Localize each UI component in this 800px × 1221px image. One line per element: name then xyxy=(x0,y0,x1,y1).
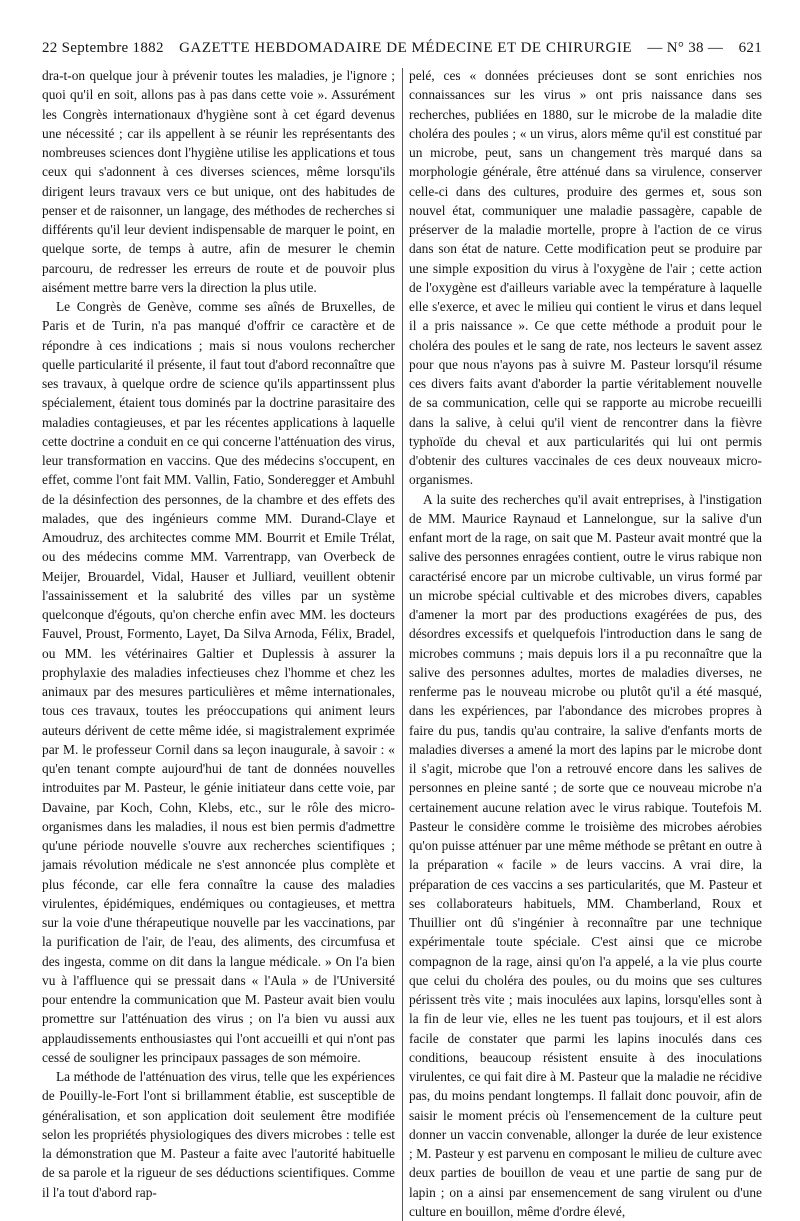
left-column xyxy=(42,66,395,1221)
paragraph: La méthode de l'atténuation des virus, telle que les expériences de Pouilly-le-Fort l'ont si brillamment établie, est susceptible de généralisation, et son application doit seulement être modifiée selon les propriétés physiologiques des divers microbes : telle est la démonstration que M. Pasteur a faite avec l'autorité habituelle de sa parole et la rigueur de ses déductions scientifiques. Comme il l'a tout d'abord rap- xyxy=(42,1067,395,1202)
article-body xyxy=(42,66,762,1221)
journal-title: GAZETTE HEBDOMADAIRE DE MÉDECINE ET DE CHIRURGIE xyxy=(179,40,632,57)
issue-number: — N° 38 — xyxy=(647,40,723,57)
column-divider xyxy=(402,68,403,1221)
paragraph: A la suite des recherches qu'il avait entreprises, à l'instigation de MM. Maurice Raynaud et Lannelongue, sur la salive d'un enfant mort de la rage, on sait que M. Pasteur avait montré que la salive des personnes enragées contient, outre le virus rabique non caractérisé encore par un microbe cultivable, un virus formé par un microbe spécial cultivable et des microbes divers, capables d'amener la mort par des productions exagérées de pus, des désordres excessifs et quelquefois l'introduction dans le sang de microbes communs ; mais depuis lors il a pu reconnaître que la salive des personnes adultes, mortes de maladies diverses, ne renferme pas le nouveau microbe ou plutôt qu'il a été masqué, dans les expériences, par l'abondance des microbes propres à faire du pus, tandis qu'au contraire, la salive d'enfants morts de maladies diverses a amené la mort des lapins par le microbe dont il s'agit, microbe que l'on a retrouvé encore dans les salives de personnes en pleine santé ; de sorte que ce nouveau microbe n'a certainement aucune relation avec le virus rabique. Toutefois M. Pasteur le considère comme le troisième des microbes aérobies qu'on puisse atténuer par une même méthode se prêtant en outre à la préparation « facile » de leurs vaccins. A vrai dire, la préparation de ces vaccins a ses particularités, que M. Pasteur et ses collaborateurs habituels, MM. Chamberland, Roux et Thuillier ont dû s'ingénier à reconnaître par une technique expérimentale toute spéciale. C'est ainsi que ce microbe compagnon de la rage, ainsi qu'on l'a appelé, a la vie plus courte que celui du choléra des poules, ou du moins que ses cultures périssent très vite ; mais inoculées aux lapins, lorsqu'elles sont à la fin de leur vie, elles ne les tuent pas toujours, et il est alors facile de constater que parmi les lapins inoculés dans ces conditions, beaucoup résistent ensuite à des inoculations virulentes, ce qui fait dire à M. Pasteur que la maladie ne récidive pas, du moins pendant longtemps. Il fallait donc pouvoir, afin de saisir le moment précis où l'ensemencement de la culture peut donner un vaccin convenable, allonger la durée de leur existence ; M. Pasteur y est parvenu en composant le milieu de culture avec deux parties de bouillon de veau et une partie de sang pur de lapin ; on a ainsi par ensemencement de sang virulent ou d'une culture en bouillon, même d'ordre élevé, xyxy=(409,490,762,1221)
paragraph: pelé, ces « données précieuses dont se sont enrichies nos connaissances sur les virus » ont pris naissance dans ses recherches, publiées en 1880, sur le microbe de la maladie dite choléra des poules ; « un virus, alors même qu'il est constitué par un microbe, peut, sans un changement très marqué dans sa morphologie générale, être atténué dans sa virulence, conserver celle-ci dans des cultures, produire des germes et, sous son nouvel état, communiquer une maladie passagère, capable de préserver de la maladie mortelle, propre à l'action de ce virus dans son état de nature. Cette modification peut se produire par une simple exposition du virus à l'oxygène de l'air ; cette action de l'oxygène est d'ailleurs variable avec la température à laquelle elle s'exerce, et avec le milieu qui contient le virus et dans lequel il a pris naissance ». Ce que cette méthode a produit pour le choléra des poules et le sang de rate, nos lecteurs le savent assez pour que nous n'ayons pas à suivre M. Pasteur lorsqu'il résume ces divers faits avant d'aborder la partie véritablement nouvelle de sa communication, celle qui se rapporte au microbe recueilli dans la salive, à celui qu'il vient de rencontrer dans la fièvre typhoïde du cheval et aux particularités qui lui ont permis d'obtenir des cultures vaccinales de ces deux nouveaux micro-organismes. xyxy=(409,66,762,490)
header-date: 22 Septembre 1882 xyxy=(42,40,164,57)
paragraph: dra-t-on quelque jour à prévenir toutes les maladies, je l'ignore ; quoi qu'il en soit, allons pas à pas dans cette voie ». Assurément les Congrès internationaux d'hygiène sont à cet égard devenus une nécessité ; car ils appellent à se réunir les représentants des nombreuses sciences dont l'hygiène utilise les applications et tous ceux qui s'adonnent à ces diverses sciences, même lorsqu'ils dirigent leurs travaux vers ce but unique, ont des habitudes de penser et de raisonner, un langage, des méthodes de recherches si différents qu'il leur devient indispensable de marquer le point, en quelque sorte, de temps à autre, afin de mesurer le chemin parcouru, de redresser les erreurs de route et de pouvoir plus aisément mettre barre vers la direction la plus utile. xyxy=(42,66,395,297)
page-number: 621 xyxy=(739,40,762,57)
right-column xyxy=(409,66,762,1221)
running-header xyxy=(42,40,762,62)
paragraph: Le Congrès de Genève, comme ses aînés de Bruxelles, de Paris et de Turin, n'a pas manqué d'offrir ce caractère et de répondre à ces indications ; mais si nous voulons rechercher quelle particularité il présente, il faut tout d'abord reconnaître que ses travaux, à quelque ordre de science qu'ils appartinssent plus spécialement, étaient tous dominés par la doctrine parasitaire des maladies contagieuses, et par les récentes applications à laquelle cette doctrine a conduit en ce qui concerne l'atténuation des virus, leur transformation en vaccins. Que des médecins s'occupent, en effet, comme l'ont fait MM. Vallin, Fatio, Sonderegger et Ambuhl de la désinfection des personnes, de la chambre et des effets des malades, que des ingénieurs comme MM. Durand-Claye et Amoudruz, des architectes comme MM. Bourrit et Emile Trélat, ou des médecins comme MM. Varrentrapp, van Overbeck de Meijer, Brouardel, Vidal, Hauser et Julliard, veuillent obtenir l'assainissement et la salubrité des villes par un système quelconque d'égouts, qu'on cherche enfin avec MM. les docteurs Fauvel, Proust, Formento, Layet, Da Silva Arnoda, Félix, Bradel, ou MM. les vétérinaires Galtier et Duplessis à assurer la prophylaxie des maladies infectieuses chez l'homme et chez les animaux par des mesures particulières et même internationales, tous ces travaux, toutes les préoccupations qui animent leurs auteurs dérivent de cette même idée, si magistralement exprimée par M. le professeur Cornil dans sa leçon inaugurale, à savoir : « qu'en tenant compte aujourd'hui de tant de données nouvelles introduites par M. Pasteur, le génie initiateur dans cette voie, par Davaine, par Koch, Cohn, Klebs, etc., sur le rôle des micro-organismes dans les maladies, il nous est bien permis d'admettre qu'une période nouvelle s'ouvre aux recherches scientifiques ; jamais révolution médicale ne s'est annoncée plus complète et plus féconde, car elle fera connaître la cause des maladies virulentes, épidémiques, endémiques ou contagieuses, et mettra sur la voie d'une thérapeutique nouvelle par les vaccinations, par la purification de l'air, de l'eau, des aliments, des circumfusa et des ingesta, comme on dit dans la langue médicale. » On l'a bien vu à l'affluence qui se pressait dans « l'Aula » de l'Université pour entendre la communication que M. Pasteur avait bien voulu promettre sur l'atténuation des virus ; on l'a bien vu aussi aux applaudissements enthousiastes qui l'ont accueilli et qui n'ont pas cessé de souligner les principaux passages de son mémoire. xyxy=(42,297,395,1067)
